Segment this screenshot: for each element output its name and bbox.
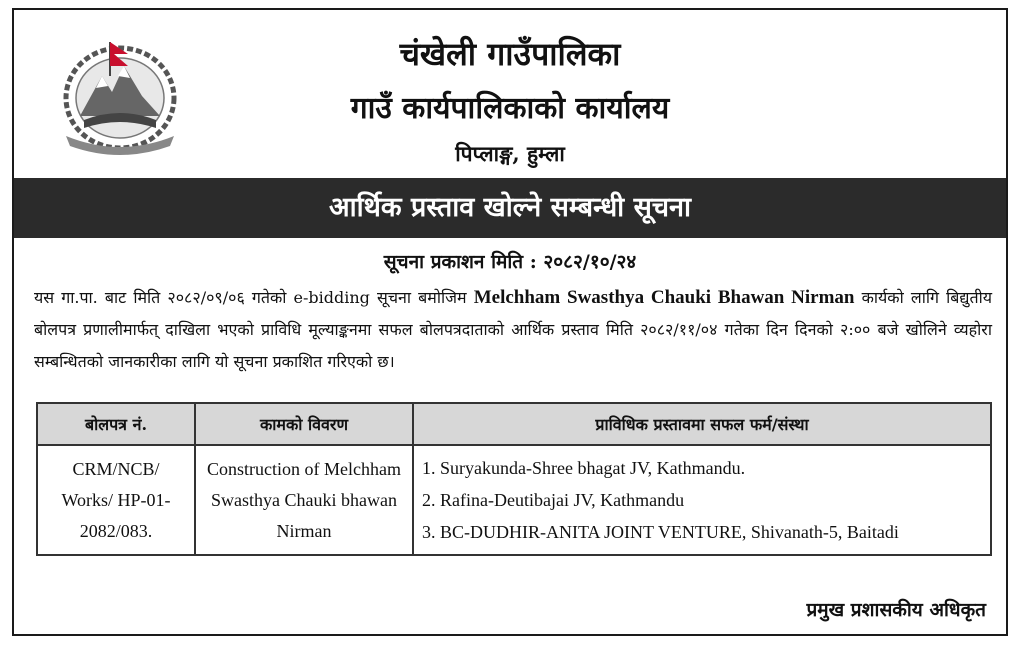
bid-number-cell: CRM/NCB/ Works/ HP-01- 2082/083. [37,445,195,555]
work-description-cell: Construction of Melchham Swasthya Chauki bhawan Nirman [195,445,413,555]
col-header-successful-firms: प्राविधिक प्रस्तावमा सफल फर्म/संस्था [413,403,991,445]
firm-item: 3. BC-DUDHIR-ANITA JOINT VENTURE, Shivanath-5, Baitadi [422,522,899,542]
col-header-bid-no: बोलपत्र नं. [37,403,195,445]
bid-table [36,402,992,556]
body-text-after: कार्यको लागि बिद्युतीय बोलपत्र प्रणालीमार्फत् दाखिला भएको प्राविधि मूल्याङ्कनमा सफल बोलपत्रदाताको आर्थिक प्रस्ताव मिति २०८२/११/०४ गतेका दिन दिनको २:०० बजे खोलिने व्यहोरा सम्बन्धितको जानकारीका लागि यो सूचना प्रकाशित गरिएको छ। [34,288,993,371]
project-name: Melchham Swasthya Chauki Bhawan Nirman [473,287,855,308]
notice-title-banner: आर्थिक प्रस्ताव खोल्ने सम्बन्धी सूचना [14,178,1006,238]
firm-item: 2. Rafina-Deutibajai JV, Kathmandu [422,490,685,510]
body-text-before: यस गा.पा. बाट मिति २०८२/०९/०६ गतेको e-bidding सूचना बमोजिम [34,288,474,307]
publish-date: सूचना प्रकाशन मिति : २०८२/१०/२४ [383,251,637,273]
office-location: पिप्लाङ्ग, हुम्ला [455,141,565,166]
firm-item: 1. Suryakunda-Shree bhagat JV, Kathmandu. [422,458,746,478]
notice-body [34,282,992,378]
notice-document [12,8,1008,636]
table-row [37,445,991,555]
signatory: प्रमुख प्रशासकीय अधिकृत [806,599,986,621]
municipality-name: चंखेली गाउँपालिका [399,35,621,73]
office-name: गाउँ कार्यपालिकाको कार्यालय [350,91,670,126]
firms-cell [413,445,991,555]
table-header-row [37,403,991,445]
col-header-work-description: कामको विवरण [195,403,413,445]
